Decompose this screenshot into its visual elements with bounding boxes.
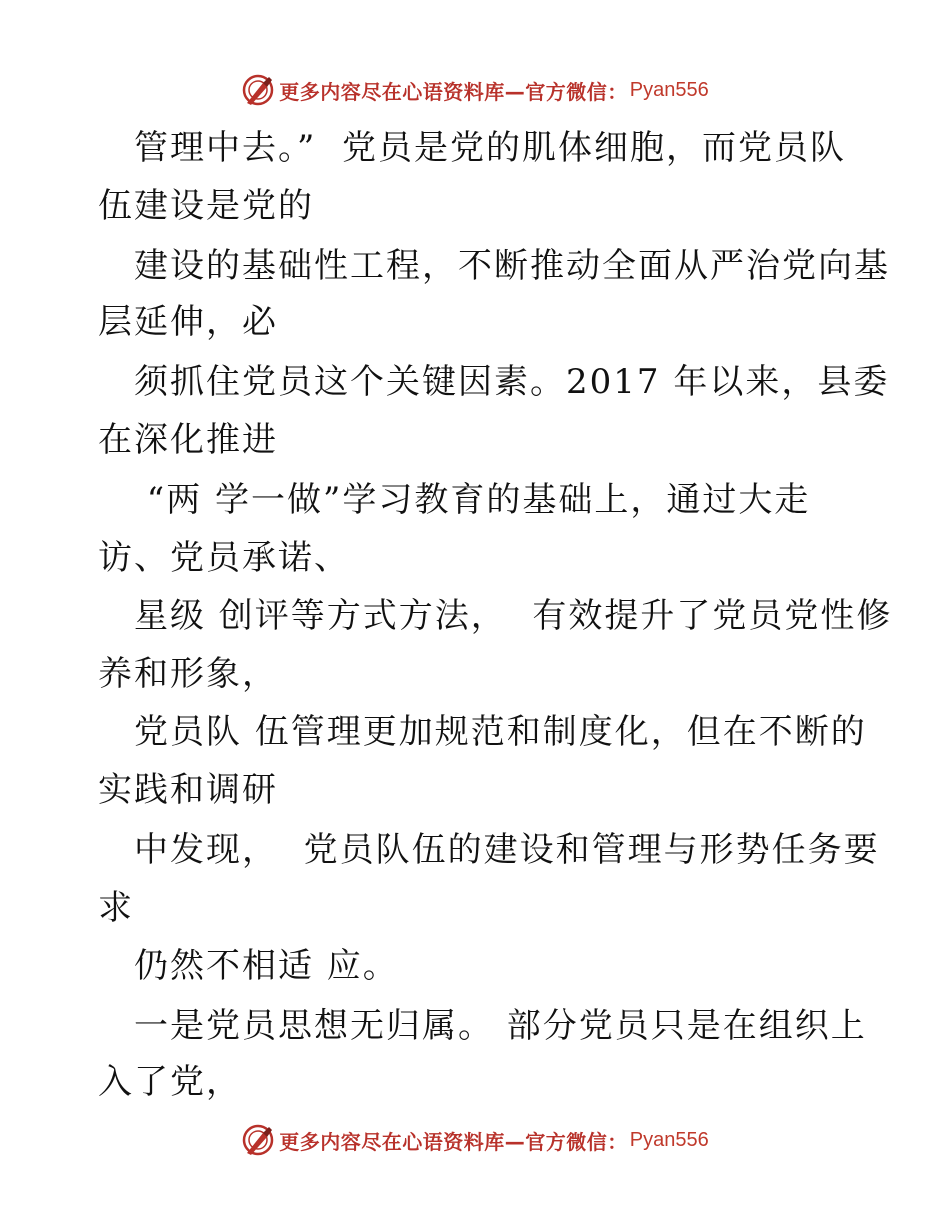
text-line: 仍然不相适 应。 <box>134 946 399 986</box>
text-line: 管理中去。” 党员是党的肌体细胞，而党员队 <box>134 128 846 168</box>
text-line: 层延伸，必 <box>98 302 278 342</box>
text-line: 一是党员思想无归属。 部分党员只是在组织上 <box>134 1006 867 1046</box>
text-line: 实践和调研 <box>98 770 278 810</box>
text-line: 中发现， 党员队伍的建设和管理与形势任务要 <box>134 830 880 870</box>
text-line: 星级 创评等方式方法， 有效提升了党员党性修 <box>134 596 893 636</box>
text-line: 须抓住党员这个关键因素。2017 年以来，县委 <box>134 362 890 402</box>
text-line: 在深化推进 <box>98 420 278 460</box>
text-line: 伍建设是党的 <box>98 186 314 226</box>
header-watermark <box>0 70 950 110</box>
watermark-text: 更多内容尽在心语资料库—官方微信： <box>279 79 628 104</box>
watermark-wechat-id: Pyan556 <box>629 1128 709 1151</box>
text-line: “两 学一做”学习教育的基础上，通过大走 <box>134 480 811 520</box>
text-line: 党员队 伍管理更加规范和制度化，但在不断的 <box>134 712 867 752</box>
pen-logo-icon <box>241 73 275 107</box>
watermark-text: 更多内容尽在心语资料库—官方微信： <box>279 1129 628 1154</box>
footer-watermark <box>0 1120 950 1160</box>
text-line: 养和形象， <box>98 654 278 694</box>
text-line: 访、党员承诺、 <box>98 538 350 578</box>
text-line: 入了党， <box>98 1062 242 1102</box>
text-line: 求 <box>98 888 134 928</box>
pen-logo-icon <box>241 1123 275 1157</box>
text-line: 建设的基础性工程，不断推动全面从严治党向基 <box>134 246 890 286</box>
watermark-wechat-id: Pyan556 <box>629 78 709 101</box>
